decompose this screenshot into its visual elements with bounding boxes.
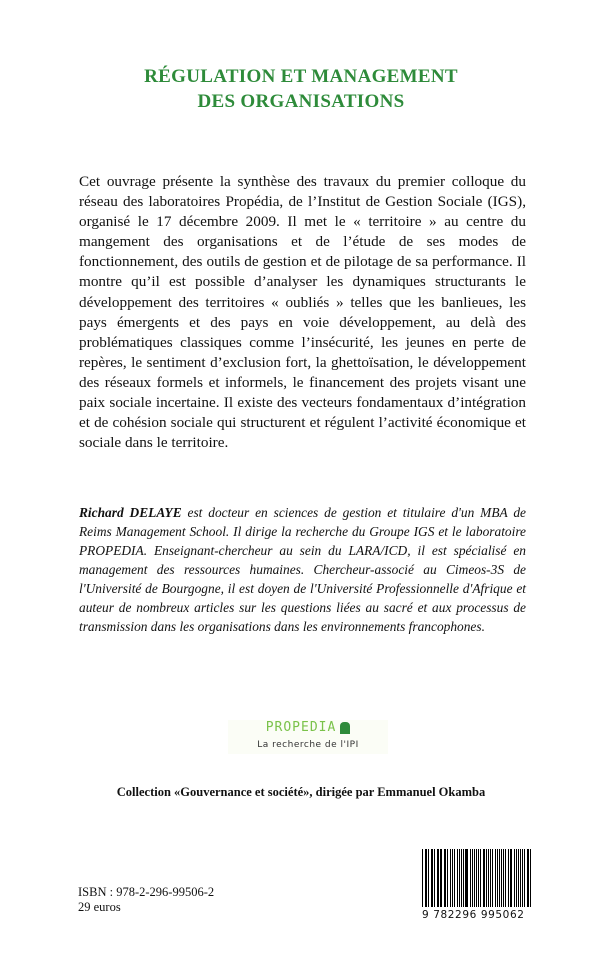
logo-tagline: La recherche de l'IPI: [257, 740, 359, 750]
propedia-logo: [228, 720, 388, 754]
barcode-bar: [470, 849, 471, 907]
barcode-bar: [459, 849, 460, 907]
barcode-bar: [528, 849, 529, 907]
logo-badge-icon: [340, 722, 350, 734]
barcode-bar: [476, 849, 477, 907]
barcode-bar: [501, 849, 502, 907]
barcode-bar: [437, 849, 439, 907]
barcode-bar: [522, 849, 523, 907]
barcode-bar: [495, 849, 497, 907]
barcode-bar: [466, 849, 468, 907]
barcode-bar: [524, 849, 525, 907]
barcode-bar: [484, 849, 485, 907]
author-name: Richard DELAYE: [79, 505, 182, 520]
price: 29 euros: [78, 900, 121, 914]
barcode-bar: [452, 849, 454, 907]
barcode-bar: [505, 849, 506, 907]
author-bio: [79, 503, 526, 636]
barcode-bar: [457, 849, 458, 907]
barcode-bar: [518, 849, 519, 907]
barcode-bar: [425, 849, 426, 907]
barcode-bar: [447, 849, 448, 907]
barcode-bar: [465, 849, 466, 907]
barcode-bar: [450, 849, 451, 907]
barcode-bar: [461, 849, 462, 907]
barcode-bar: [432, 849, 433, 907]
isbn-block: [78, 885, 214, 915]
barcode-bar: [499, 849, 500, 907]
barcode-bar: [514, 849, 516, 907]
barcode-bar: [480, 849, 481, 907]
barcode-bar: [431, 849, 432, 907]
title-line-2: DES ORGANISATIONS: [197, 91, 405, 112]
barcode-bar: [422, 849, 423, 907]
collection-line: Collection «Gouvernance et société», dirigée par Emmanuel Okamba: [116, 785, 486, 799]
title-line-1: RÉGULATION ET MANAGEMENT: [144, 66, 458, 87]
barcode-bar: [530, 849, 531, 907]
barcode-bar: [478, 849, 479, 907]
barcode-bar: [454, 849, 455, 907]
barcode-bar: [490, 849, 491, 907]
barcode-bars: [422, 849, 532, 907]
barcode-bar: [463, 849, 464, 907]
barcode-bar: [474, 849, 475, 907]
logo-row: [266, 720, 351, 736]
barcode: [422, 849, 532, 923]
barcode-bar: [516, 849, 517, 907]
barcode-bar: [428, 849, 429, 907]
barcode-bar: [497, 849, 498, 907]
barcode-bar: [472, 849, 473, 907]
barcode-bar: [503, 849, 504, 907]
book-title: [0, 64, 602, 114]
barcode-bar: [486, 849, 487, 907]
barcode-bar: [434, 849, 435, 907]
barcode-bar: [426, 849, 427, 907]
summary-paragraph: Cet ouvrage présente la synthèse des travaux du premier colloque du réseau des laboratoires Propédia, de l’Institut de Gestion Sociale (IGS), organisé le 17 décembre 2009. Il met le « territoire » au centre du mangement des organisations et de l’étude de ses modes de fonctionnement, des outils de gestion et de pilotage de sa performance. Il montre qu’il est possible d’analyser les dynamiques structurants le développement des territoires « oubliés » telles que les banlieues, les pays émergents et des pays en voie développement, au delà des problématiques classiques comme l’insécurité, les jeunes en perte de repères, le sentiment d’exclusion fort, la ghettoïsation, le développement des réseaux formels et informels, le financement des projets visant une paix sociale incertaine. Il existe des vecteurs fondamentaux d’intégration et de cohésion sociale qui structurent et régulent l’activité économique et sociale dans le territoire.: [79, 173, 526, 452]
barcode-bar: [527, 849, 528, 907]
logo-name: PROPEDIA: [265, 720, 337, 735]
barcode-bar: [520, 849, 521, 907]
barcode-bar: [441, 849, 442, 907]
isbn: ISBN : 978-2-296-99506-2: [78, 885, 215, 899]
barcode-bar: [492, 849, 493, 907]
barcode-bar: [444, 849, 445, 907]
barcode-bar: [511, 849, 512, 907]
barcode-bar: [440, 849, 441, 907]
barcode-number: 9 782296 995062: [422, 908, 532, 922]
barcode-bar: [445, 849, 446, 907]
barcode-bar: [483, 849, 484, 907]
barcode-bar: [508, 849, 509, 907]
author-bio-text: est docteur en sciences de gestion et titulaire d'un MBA de Reims Management School. Il dirige la recherche du Groupe IGS et le laboratoire PROPEDIA. Enseignant-chercheur au sein du LARA/ICD, il est spécialisé en management des ressources humaines. Chercheur-associé au Cimeos-3S de l'Université de Bourgogne, il est doyen de l'Université Professionnelle d'Afrique et auteur de nombreux articles sur les questions liées au sacré et aux processus de transmission dans les organisations dans les environnements francophones.: [79, 505, 526, 634]
barcode-bar: [510, 849, 511, 907]
barcode-bar: [488, 849, 489, 907]
